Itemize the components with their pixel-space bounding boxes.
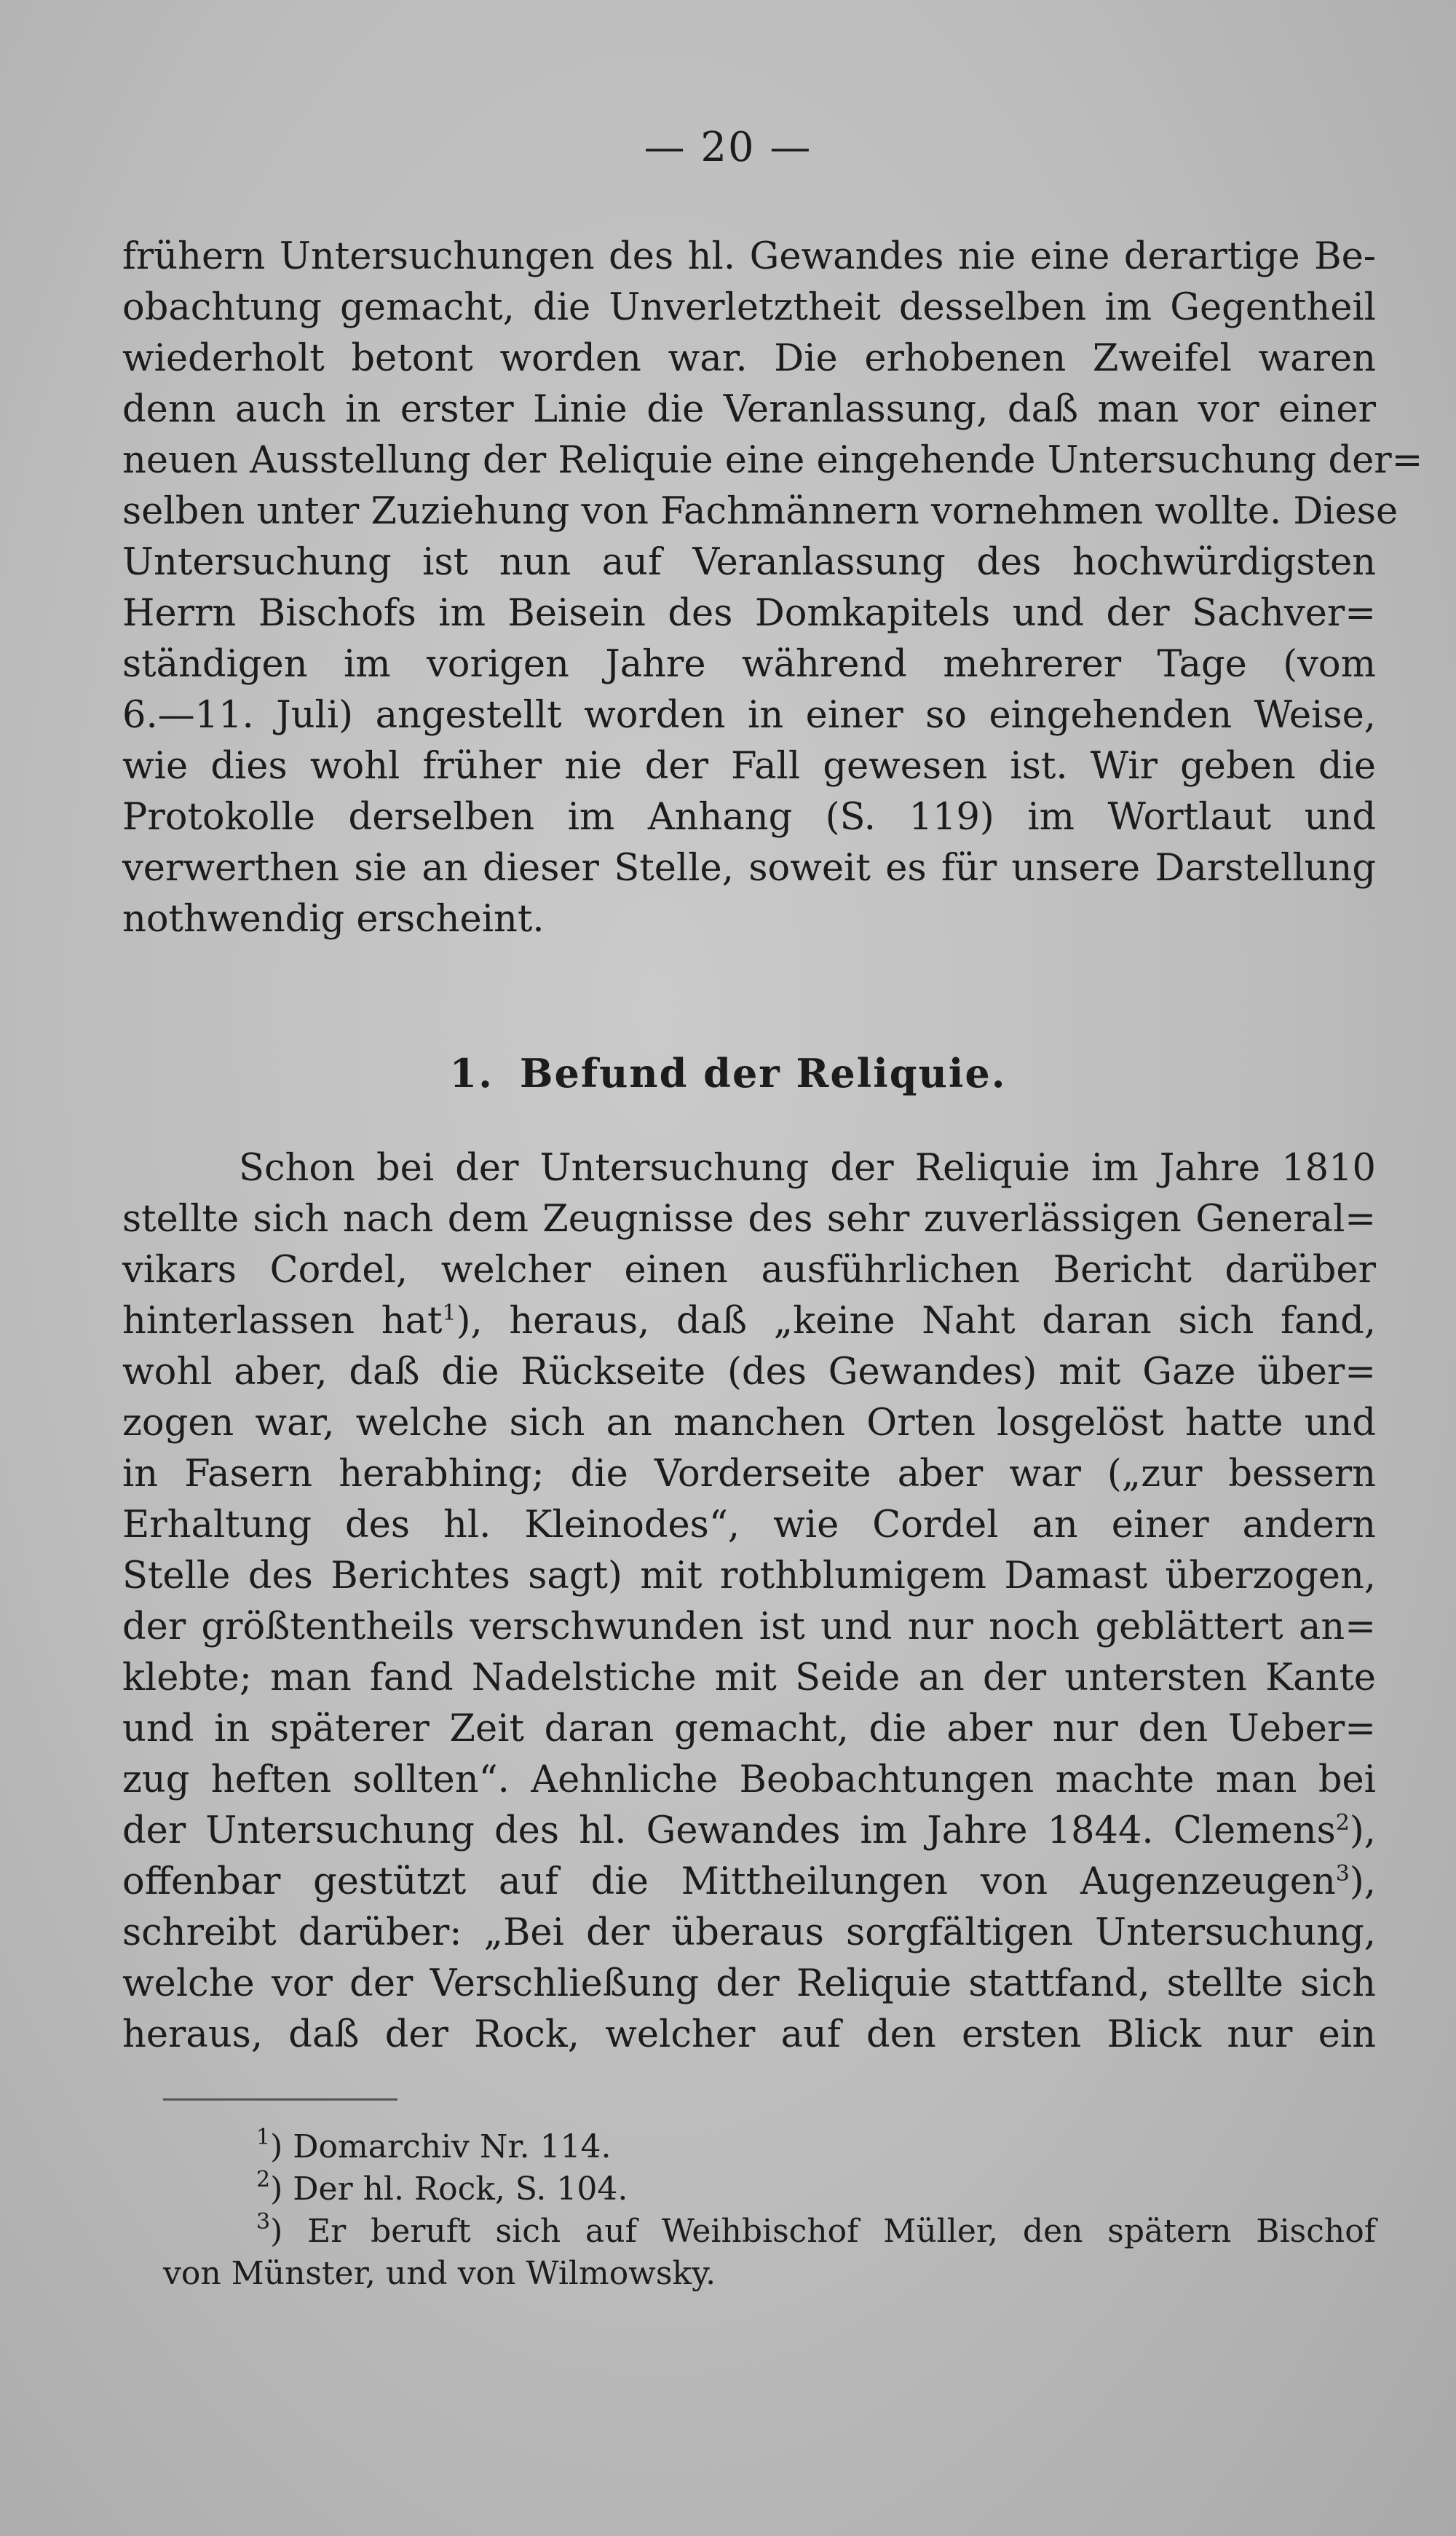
text-line: Erhaltung des hl. Kleinodes“, wie Cordel an einer andern [122,1504,1376,1547]
section-heading [0,1050,1456,1097]
text-line: wie dies wohl früher nie der Fall gewesen ist. Wir geben die [122,745,1376,788]
text-line: neuen Ausstellung der Reliquie eine eingehende Untersuchung der= [122,439,1423,482]
paragraph-befund [122,1143,1376,2061]
footnote-text: ) Domarchiv Nr. 114. [270,2128,612,2165]
footnote-mark: 2 [256,2167,271,2192]
text-line: schreibt darüber: „Bei der überaus sorgfältigen Untersuchung, [122,1911,1376,1954]
footnote-text: ) Der hl. Rock, S. 104. [270,2170,628,2208]
text-line: klebte; man fand Nadelstiche mit Seide an der untersten Kante [122,1656,1376,1699]
text-fragment: der Untersuchung des hl. Gewandes im Jahre 1844. Clemens [122,1809,1336,1852]
text-fragment: ), heraus, daß „keine Naht daran sich fand, [456,1300,1376,1343]
footnote-divider [163,2098,397,2101]
footnote-reference: 2 [1335,1810,1350,1836]
text-line: und in späterer Zeit daran gemacht, die aber nur den Ueber= [122,1707,1376,1750]
text-line: ständigen im vorigen Jahre während mehrerer Tage (vom [122,643,1376,686]
footnote-2 [163,2168,1376,2211]
text-line: wiederholt betont worden war. Die erhobenen Zweifel waren [122,337,1376,380]
text-fragment: ), [1349,1860,1376,1903]
text-line: Protokolle derselben im Anhang (S. 119) im Wortlaut und [122,796,1376,839]
text-line: welche vor der Verschließung der Reliquie stattfand, stellte sich [122,1962,1376,2005]
text-fragment: ), [1349,1809,1376,1852]
text-line: frühern Untersuchungen des hl. Gewandes nie eine derartige Be- [122,235,1376,278]
text-line: obachtung gemacht, die Unverletztheit desselben im Gegentheil [122,286,1376,329]
paragraph-continuation [122,232,1423,945]
text-line: der größtentheils verschwunden ist und nur noch geblättert an= [122,1605,1376,1648]
text-line: Herrn Bischofs im Beisein des Domkapitels und der Sachver= [122,592,1376,635]
section-number: 1. [449,1050,494,1097]
text-line: heraus, daß der Rock, welcher auf den ersten Blick nur ein [122,2013,1376,2056]
text-line: nothwendig erscheint. [122,898,545,941]
text-line [122,1857,1376,1908]
text-line: selben unter Zuziehung von Fachmännern vornehmen wollte. Diese [122,490,1398,533]
footnote-text: ) Er beruft sich auf Weihbischof Müller, den spätern Bischof [270,2213,1376,2250]
page-number: — 20 — [644,124,812,171]
text-line: wohl aber, daß die Rückseite (des Gewandes) mit Gaze über= [122,1351,1376,1394]
footnote-reference: 3 [1335,1861,1350,1887]
text-fragment: hinterlassen hat [122,1300,443,1343]
footnote-mark: 1 [256,2125,271,2150]
text-line: Stelle des Berichtes sagt) mit rothblumigem Damast überzogen, [122,1555,1376,1597]
text-line: vikars Cordel, welcher einen ausführlichen Bericht darüber [122,1249,1376,1292]
text-line [122,1806,1376,1857]
footnote-reference: 1 [442,1300,456,1326]
section-title: Befund der Reliquie. [519,1050,1007,1097]
text-line: Schon bei der Untersuchung der Reliquie im Jahre 1810 [239,1147,1376,1190]
text-line: verwerthen sie an dieser Stelle, soweit es für unsere Darstellung [122,847,1376,890]
text-fragment: offenbar gestützt auf die Mittheilungen von Augenzeugen [122,1860,1336,1903]
footnote-3-continuation: von Münster, und von Wilmowsky. [163,2255,716,2292]
footnotes [163,2126,1376,2295]
text-line: 6.—11. Juli) angestellt worden in einer so eingehenden Weise, [122,694,1376,737]
text-line: denn auch in erster Linie die Veranlassung, daß man vor einer [122,388,1376,431]
footnote-3 [163,2211,1376,2253]
text-line: in Fasern herabhing; die Vorderseite aber war („zur bessern [122,1453,1376,1496]
footnote-1 [163,2126,1376,2168]
text-line: stellte sich nach dem Zeugnisse des sehr zuverlässigen General= [122,1198,1376,1241]
text-line [122,1296,1376,1347]
text-line: zogen war, welche sich an manchen Orten losgelöst hatte und [122,1402,1376,1445]
text-line: zug heften sollten“. Aehnliche Beobachtungen machte man bei [122,1758,1376,1801]
text-line: Untersuchung ist nun auf Veranlassung des hochwürdigsten [122,541,1376,584]
footnote-mark: 3 [256,2209,271,2235]
